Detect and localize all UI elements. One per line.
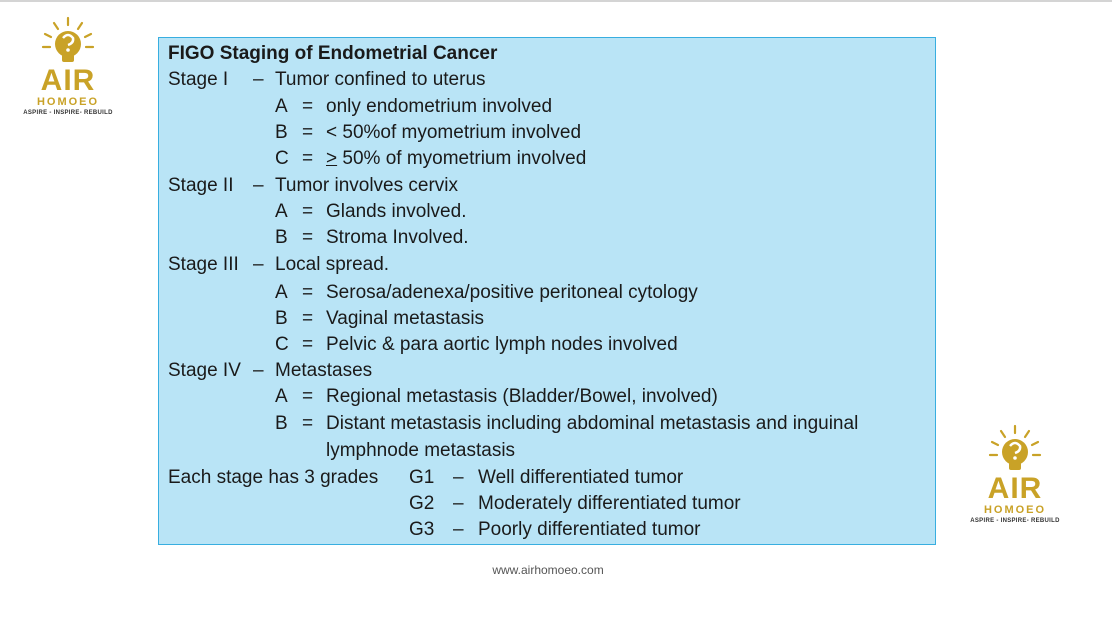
sub-text: Serosa/adenexa/positive peritoneal cytology <box>326 282 698 303</box>
sub-text: Stroma Involved. <box>326 227 469 248</box>
sub-text: Regional metastasis (Bladder/Bowel, involved) <box>326 386 718 407</box>
sub-text-continued: lymphnode metastasis <box>326 440 516 461</box>
grade-code: G3 <box>409 519 435 540</box>
sub-letter: A <box>275 282 288 303</box>
equals: = <box>302 413 314 434</box>
equals: = <box>302 201 314 222</box>
equals: = <box>302 122 314 143</box>
sub-text: Vaginal metastasis <box>326 308 485 329</box>
logo-brand: AIR <box>40 64 96 97</box>
top-divider <box>0 0 1112 2</box>
dash: – <box>253 175 264 196</box>
sub-letter: B <box>275 308 288 329</box>
dash: – <box>253 254 264 275</box>
equals: = <box>302 334 314 355</box>
sub-letter: C <box>275 148 289 169</box>
footer-url: www.airhomoeo.com <box>492 563 604 577</box>
sub-text: Pelvic & para aortic lymph nodes involved <box>326 334 678 355</box>
grade-code: G1 <box>409 467 435 488</box>
sub-letter: B <box>275 227 288 248</box>
equals: = <box>302 148 314 169</box>
sub-letter: B <box>275 413 288 434</box>
equals: = <box>302 308 314 329</box>
equals: = <box>302 282 314 303</box>
grade-text: Well differentiated tumor <box>478 467 684 488</box>
lightbulb-head-icon <box>38 16 98 66</box>
sub-text: Distant metastasis including abdominal metastasis and inguinal <box>326 413 859 434</box>
stage-desc: Tumor involves cervix <box>275 175 459 196</box>
logo-sub: HOMOEO <box>983 504 1047 516</box>
dash: – <box>453 467 464 488</box>
greater-equal-symbol: > <box>326 148 338 169</box>
logo <box>965 424 1065 526</box>
sub-letter: A <box>275 201 288 222</box>
sub-letter: C <box>275 334 289 355</box>
stage-label: Stage II <box>168 175 234 196</box>
grade-text: Moderately differentiated tumor <box>478 493 741 514</box>
lightbulb-head-icon <box>985 424 1045 474</box>
grade-text: Poorly differentiated tumor <box>478 519 701 540</box>
sub-text-rest: 50% of myometrium involved <box>337 148 587 169</box>
equals: = <box>302 386 314 407</box>
logo <box>18 16 118 118</box>
logo-tagline: ASPIRE - INSPIRE- REBUILD <box>23 110 113 116</box>
sub-letter: A <box>275 386 288 407</box>
stage-desc: Local spread. <box>275 254 390 275</box>
sub-text: only endometrium involved <box>326 96 553 117</box>
stage-label: Stage I <box>168 69 229 90</box>
logo-sub: HOMOEO <box>36 96 100 108</box>
sub-text: Glands involved. <box>326 201 467 222</box>
sub-letter: A <box>275 96 288 117</box>
equals: = <box>302 96 314 117</box>
dash: – <box>453 493 464 514</box>
equals: = <box>302 227 314 248</box>
staging-box <box>158 37 936 545</box>
logo-brand: AIR <box>987 472 1043 505</box>
page-title: FIGO Staging of Endometrial Cancer <box>168 43 498 64</box>
dash: – <box>253 360 264 381</box>
sub-text: < 50%of myometrium involved <box>326 122 582 143</box>
sub-letter: B <box>275 122 288 143</box>
stage-label: Stage III <box>168 254 239 275</box>
stage-label: Stage IV <box>168 360 241 381</box>
grades-intro: Each stage has 3 grades <box>168 467 379 488</box>
logo-tagline: ASPIRE - INSPIRE- REBUILD <box>970 518 1060 524</box>
dash: – <box>253 69 264 90</box>
sub-text <box>326 147 586 171</box>
grade-code: G2 <box>409 493 435 514</box>
stage-desc: Tumor confined to uterus <box>275 69 486 90</box>
stage-desc: Metastases <box>275 360 373 381</box>
dash: – <box>453 519 464 540</box>
